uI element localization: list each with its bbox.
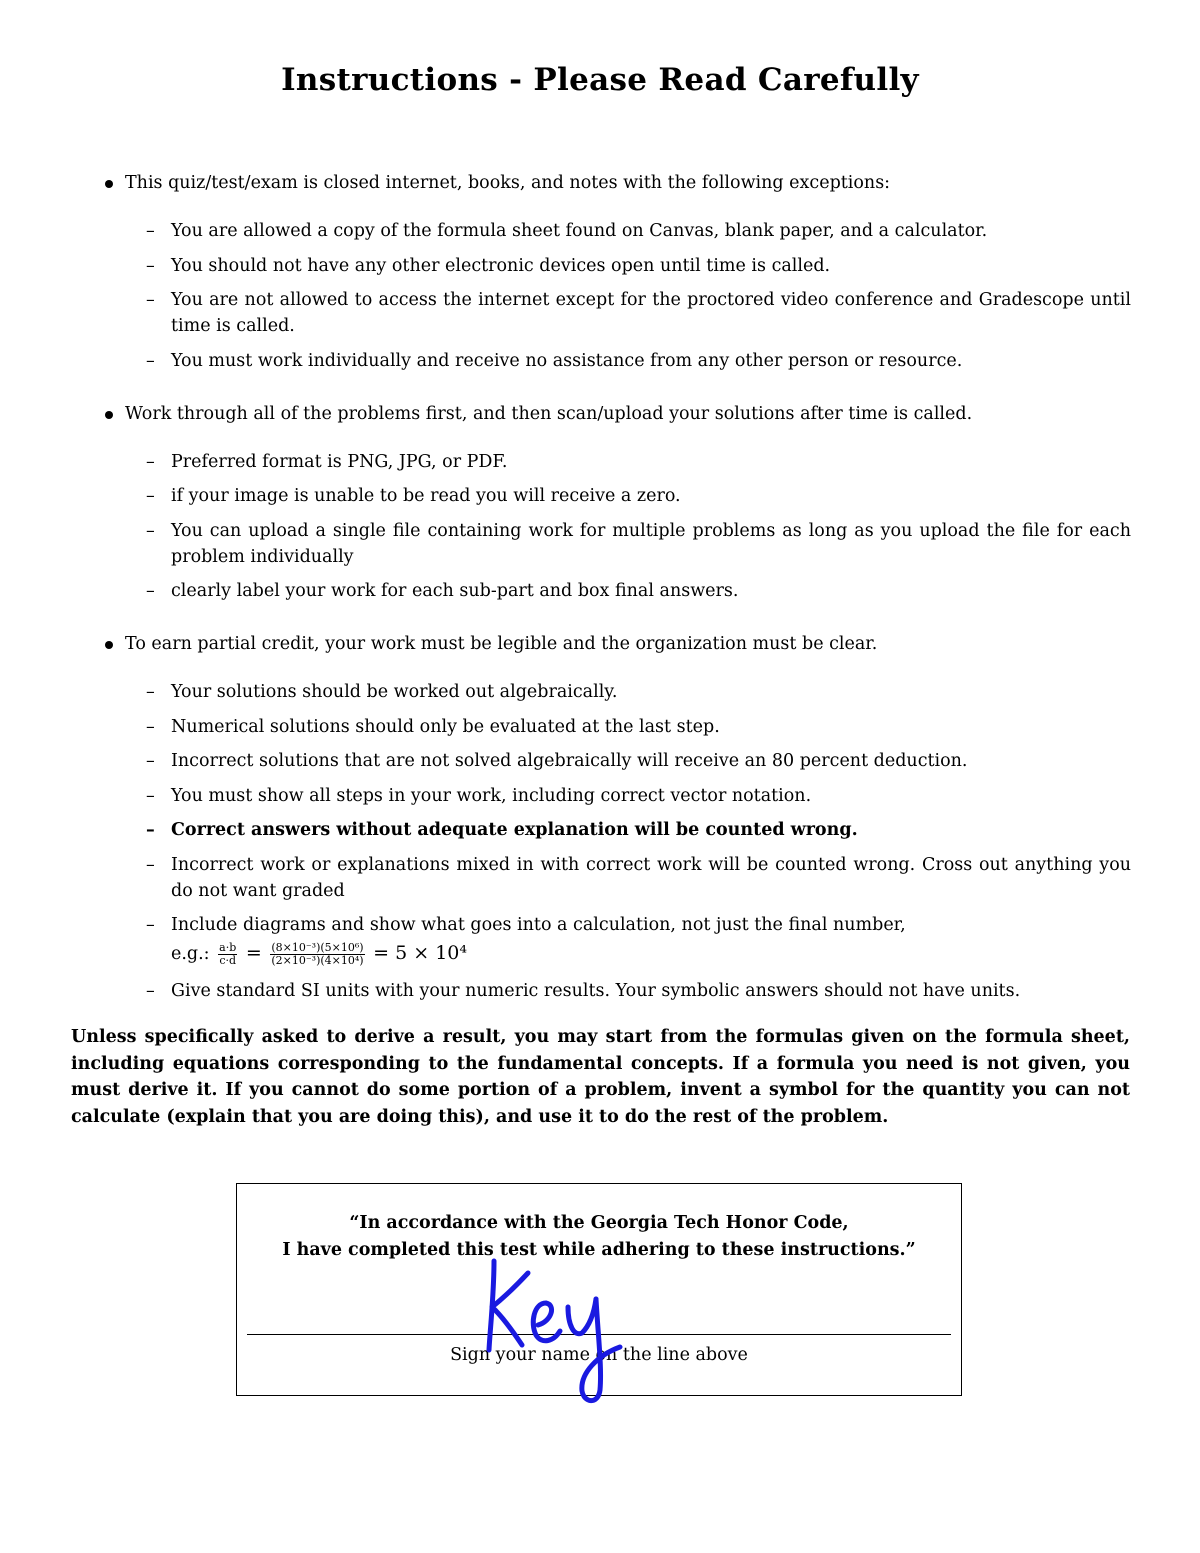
sub-item-text: You are allowed a copy of the formula sheet found on Canvas, blank paper, and a calculator. [171,221,988,241]
bullet-text: Work through all of the problems first, and then scan/upload your solutions after time is called. [125,403,973,424]
sub-item [71,348,1131,374]
derivation-paragraph: Unless specifically asked to derive a result, you may start from the formulas given on the formula sheet, including equations corresponding to the fundamental concepts. If a formula you need is not given, you must derive it. If you cannot do some portion of a problem, invent a symbol for the quantity you can not calculate (explain that you are doing this), and use it to do the rest of the problem. [71,1027,1130,1127]
dash-icon: – [146,581,155,601]
sub-item-text: Give standard SI units with your numeric results. Your symbolic answers should not have units. [171,980,1021,1001]
sub-item-with-formula [71,912,1131,969]
bullet-text: To earn partial credit, your work must be legible and the organization must be clear. [125,634,878,654]
sub-item [71,978,1131,1004]
sub-item [71,783,1131,809]
dash-icon: – [146,486,155,506]
sub-item [71,679,1131,705]
sub-item-text: Correct answers without adequate explanation will be counted wrong. [171,820,858,840]
sub-item [71,578,1131,604]
bullet-item [71,401,1131,427]
equals-sign: = [245,942,262,964]
bullet-dot-icon [105,641,113,649]
sub-list [71,449,1131,605]
dash-icon: – [146,520,155,541]
bullet-dot-icon [105,180,113,188]
sub-item [71,287,1131,339]
example-formula [171,938,1131,969]
sub-item [71,748,1131,774]
sub-item-text: You are not allowed to access the internet except for the proctored video conference and Gradescope until time is called. [171,290,1131,336]
dash-icon: – [146,255,155,276]
fraction-denominator: c·d [219,954,237,967]
sub-item-text: clearly label your work for each sub-part and box final answers. [171,581,739,601]
honor-line-2: I have completed this test while adhering to these instructions.” [282,1240,916,1260]
fraction-numerator: (8×10⁻³)(5×10⁶) [271,941,364,954]
sub-item-text: You can upload a single file containing work for multiple problems as long as you upload the file for each problem individually [171,520,1131,567]
sub-item-text: Numerical solutions should only be evaluated at the last step. [171,716,720,737]
dash-icon: – [146,785,155,806]
sub-item [71,518,1131,570]
page-title: Instructions - Please Read Carefully [281,62,919,98]
sub-item [71,218,1131,244]
fraction-denominator: (2×10⁻³)(4×10⁴) [271,954,364,967]
bullet-item [71,631,1131,657]
dash-icon: – [146,290,155,310]
sub-item [71,483,1131,509]
dash-icon: – [146,915,155,935]
sub-item-text: Include diagrams and show what goes into a calculation, not just the final number, [171,915,906,935]
sub-item [71,253,1131,279]
dash-icon: – [146,451,155,472]
bullet-dot-icon [105,411,113,419]
bullet-text: This quiz/test/exam is closed internet, books, and notes with the following exceptions: [125,173,891,193]
sub-item-text: Your solutions should be worked out algebraically. [171,682,618,702]
sub-list [71,218,1131,374]
sub-item-text: Incorrect work or explanations mixed in with correct work will be counted wrong. Cross out anything you do not want graded [171,854,1131,901]
sub-item-text: Incorrect solutions that are not solved algebraically will receive an 80 percent deduction. [171,751,968,771]
formula-mid-fraction [270,942,364,967]
formula-result: = 5 × 10⁴ [373,942,467,964]
dash-icon: – [146,820,155,840]
dash-icon: – [146,716,155,737]
bullet-block-exceptions [71,170,1131,374]
sub-item-text: You should not have any other electronic devices open until time is called. [171,255,831,276]
fraction-numerator: a·b [219,941,237,954]
dash-icon: – [146,350,155,371]
sub-item [71,852,1131,904]
formula-prefix: e.g.: [171,944,210,964]
dash-icon: – [146,854,155,875]
sub-item [71,714,1131,740]
dash-icon: – [146,751,155,771]
sub-item-text: You must work individually and receive no assistance from any other person or resource. [171,350,963,371]
handwritten-signature [470,1255,650,1410]
sub-item [71,449,1131,475]
sub-item-emphasis [71,817,1131,843]
bullet-block-upload [71,401,1131,605]
instructions-list [71,170,1131,1031]
sub-item-text: You must show all steps in your work, including correct vector notation. [171,785,812,806]
sub-item-text: if your image is unable to be read you will receive a zero. [171,486,681,506]
sub-item-text: Preferred format is PNG, JPG, or PDF. [171,451,508,472]
dash-icon: – [146,221,155,241]
bullet-block-partial-credit [71,631,1131,1004]
signature-caption: Sign your name on the line above [450,1345,748,1365]
bullet-item [71,170,1131,196]
dash-icon: – [146,980,155,1001]
formula-lhs-fraction [218,942,237,967]
dash-icon: – [146,682,155,702]
honor-line-1: “In accordance with the Georgia Tech Honor Code, [349,1213,849,1233]
sub-list [71,679,1131,1004]
